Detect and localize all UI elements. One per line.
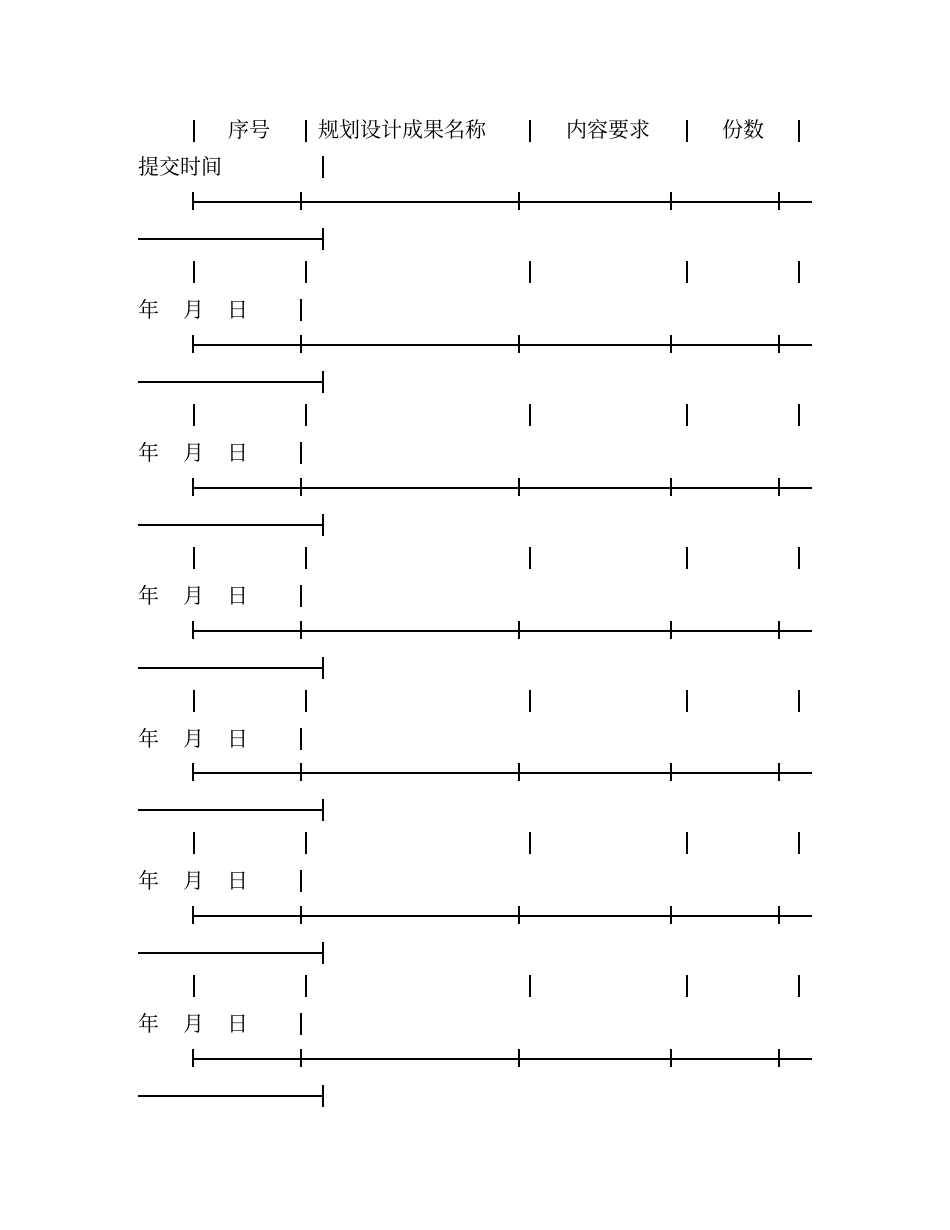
column-separator	[798, 975, 800, 997]
header-submit-time: 提交时间	[138, 155, 222, 179]
row-separator-tick	[670, 192, 672, 210]
column-separator	[529, 120, 531, 142]
row-separator-continuation	[138, 1095, 324, 1097]
date-year-label: 年	[138, 1012, 159, 1036]
column-separator	[305, 404, 307, 426]
row-separator-tick	[778, 621, 780, 639]
column-separator	[193, 547, 195, 569]
header-content-requirements: 内容要求	[566, 118, 650, 142]
row-separator-tick	[778, 1049, 780, 1067]
date-month-label: 月	[183, 1012, 204, 1036]
row-separator-tick	[518, 621, 520, 639]
column-separator	[686, 547, 688, 569]
date-day-label: 日	[227, 869, 248, 893]
date-year-label: 年	[138, 727, 159, 751]
column-separator	[300, 870, 302, 892]
column-separator	[686, 404, 688, 426]
column-separator	[300, 442, 302, 464]
date-day-label: 日	[227, 584, 248, 608]
column-separator	[529, 975, 531, 997]
row-separator-line	[192, 201, 812, 203]
column-separator	[798, 832, 800, 854]
row-separator-tick	[670, 478, 672, 496]
column-separator	[798, 120, 800, 142]
row-separator-line	[192, 630, 812, 632]
row-separator-line	[192, 487, 812, 489]
row-separator-tick	[300, 1049, 302, 1067]
row-separator-end	[322, 228, 324, 250]
column-separator	[300, 728, 302, 750]
date-month-label: 月	[183, 584, 204, 608]
column-separator	[305, 120, 307, 142]
column-separator	[529, 690, 531, 712]
row-separator-tick	[192, 335, 194, 353]
row-separator-tick	[778, 335, 780, 353]
date-day-label: 日	[227, 441, 248, 465]
row-separator-tick	[518, 192, 520, 210]
date-month-label: 月	[183, 727, 204, 751]
row-separator-continuation	[138, 381, 324, 383]
column-separator	[529, 261, 531, 283]
row-separator-continuation	[138, 667, 324, 669]
date-month-label: 月	[183, 869, 204, 893]
column-separator	[305, 690, 307, 712]
row-separator-tick	[670, 335, 672, 353]
row-separator-tick	[778, 192, 780, 210]
column-separator	[300, 299, 302, 321]
date-day-label: 日	[227, 1012, 248, 1036]
row-separator-tick	[778, 763, 780, 781]
row-separator-end	[322, 1085, 324, 1107]
column-separator	[798, 404, 800, 426]
column-separator	[686, 261, 688, 283]
column-separator	[193, 404, 195, 426]
column-separator	[686, 690, 688, 712]
column-separator	[686, 120, 688, 142]
row-separator-tick	[192, 478, 194, 496]
column-separator	[529, 832, 531, 854]
row-separator-line	[192, 772, 812, 774]
row-separator-tick	[778, 478, 780, 496]
column-separator	[529, 547, 531, 569]
column-separator	[686, 832, 688, 854]
column-separator	[193, 975, 195, 997]
row-separator-tick	[300, 478, 302, 496]
row-separator-tick	[192, 621, 194, 639]
header-result-name: 规划设计成果名称	[318, 118, 486, 142]
row-separator-tick	[670, 1049, 672, 1067]
row-separator-tick	[670, 763, 672, 781]
row-separator-tick	[300, 192, 302, 210]
row-separator-continuation	[138, 238, 324, 240]
column-separator	[322, 156, 324, 178]
row-separator-tick	[670, 621, 672, 639]
row-separator-end	[322, 799, 324, 821]
row-separator-tick	[518, 335, 520, 353]
row-separator-tick	[518, 1049, 520, 1067]
row-separator-tick	[300, 763, 302, 781]
row-separator-line	[192, 1058, 812, 1060]
row-separator-line	[192, 344, 812, 346]
row-separator-continuation	[138, 524, 324, 526]
column-separator	[193, 690, 195, 712]
column-separator	[193, 832, 195, 854]
column-separator	[798, 690, 800, 712]
row-separator-end	[322, 371, 324, 393]
row-separator-continuation	[138, 809, 324, 811]
date-year-label: 年	[138, 584, 159, 608]
column-separator	[529, 404, 531, 426]
header-serial-number: 序号	[228, 118, 270, 142]
row-separator-continuation	[138, 952, 324, 954]
row-separator-tick	[300, 335, 302, 353]
row-separator-tick	[192, 906, 194, 924]
column-separator	[193, 261, 195, 283]
column-separator	[305, 261, 307, 283]
column-separator	[686, 975, 688, 997]
row-separator-tick	[192, 192, 194, 210]
row-separator-end	[322, 514, 324, 536]
column-separator	[193, 120, 195, 142]
row-separator-tick	[300, 906, 302, 924]
row-separator-tick	[518, 763, 520, 781]
date-month-label: 月	[183, 441, 204, 465]
row-separator-tick	[192, 1049, 194, 1067]
column-separator	[305, 975, 307, 997]
header-copies: 份数	[722, 118, 764, 142]
column-separator	[300, 1013, 302, 1035]
row-separator-tick	[670, 906, 672, 924]
column-separator	[305, 547, 307, 569]
date-year-label: 年	[138, 869, 159, 893]
row-separator-end	[322, 942, 324, 964]
date-month-label: 月	[183, 298, 204, 322]
date-day-label: 日	[227, 298, 248, 322]
row-separator-tick	[518, 906, 520, 924]
row-separator-tick	[300, 621, 302, 639]
column-separator	[300, 585, 302, 607]
column-separator	[798, 547, 800, 569]
row-separator-line	[192, 915, 812, 917]
column-separator	[798, 261, 800, 283]
row-separator-tick	[778, 906, 780, 924]
row-separator-tick	[192, 763, 194, 781]
row-separator-end	[322, 657, 324, 679]
row-separator-tick	[518, 478, 520, 496]
date-year-label: 年	[138, 441, 159, 465]
date-day-label: 日	[227, 727, 248, 751]
column-separator	[305, 832, 307, 854]
date-year-label: 年	[138, 298, 159, 322]
